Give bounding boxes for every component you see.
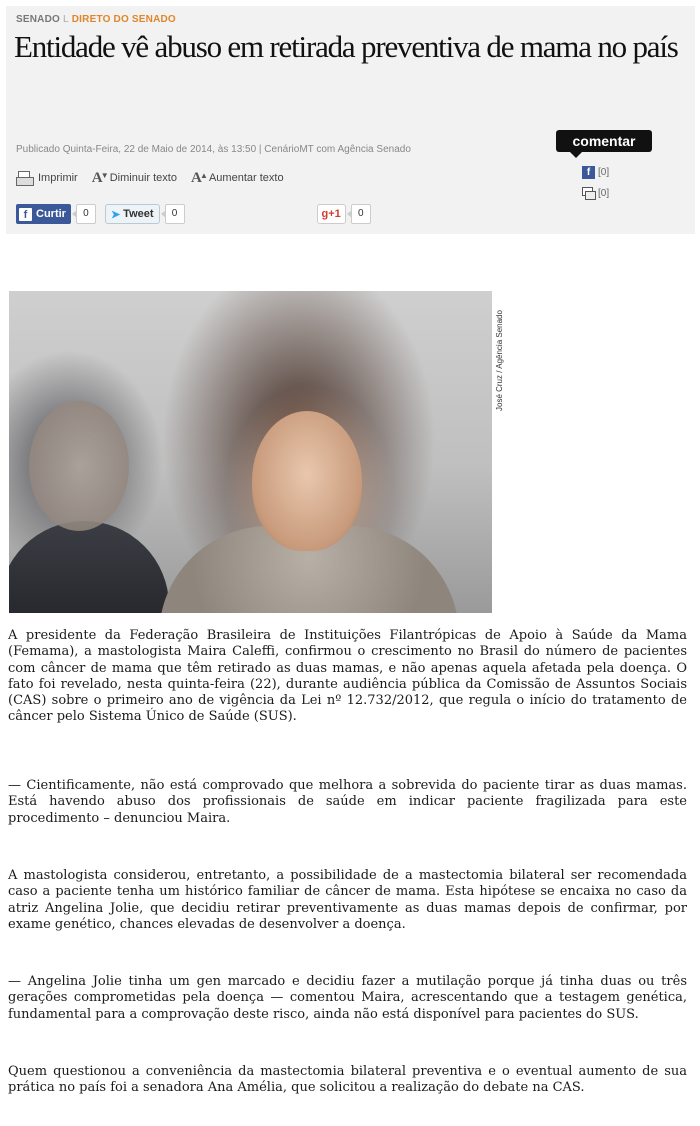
photo-background-person xyxy=(9,521,169,613)
published-info: Publicado Quinta-Feira, 22 de Maio de 2014, às 13:50 | CenárioMT com Agência Senado xyxy=(16,144,411,155)
article-paragraph: — Angelina Jolie tinha um gen marcado e decidiu fazer a mutilação porque já tinha duas ou três gerações comprometidas pela doença — comentou Maira, acrescentando que a testagem genética, fundamental para a comprovação deste risco, ainda não está disponível para pacientes do SUS. xyxy=(8,974,687,1022)
decrease-font-glyph: A xyxy=(91,170,103,186)
comments-icon xyxy=(582,187,595,199)
photo-credit-text: José Cruz / Agência Senado xyxy=(495,310,504,411)
article-paragraph: A mastologista considerou, entretanto, a possibilidade de a mastectomia bilateral ser recomendada caso a paciente tenha um histórico familiar de câncer de mama. Esta hipótese se encaixa no caso da atriz Angelina Jolie, que decidiu retirar preventivamente as duas mamas depois de confirmar, por exame genético, chances elevadas de desenvolver a doença. xyxy=(8,868,687,932)
twitter-bird-icon: ➤ xyxy=(110,208,121,221)
breadcrumb-site[interactable]: SENADO xyxy=(16,14,60,25)
decrease-text-button[interactable] xyxy=(92,170,177,186)
decrease-text-label: Diminuir texto xyxy=(109,172,177,184)
article-paragraph: — Cientificamente, não está comprovado que melhora a sobrevida do paciente tirar as duas mamas. Está havendo abuso dos profissionais de saúde em indicar paciente fragilizada para este procedimento – denunciou Maira. xyxy=(8,778,687,826)
facebook-like-label: Curtir xyxy=(36,208,66,220)
print-button[interactable] xyxy=(16,170,78,186)
print-icon xyxy=(16,170,34,186)
decrease-font-icon: A ▼ xyxy=(91,170,109,186)
facebook-icon: f xyxy=(582,166,595,179)
site-comment-count[interactable] xyxy=(582,187,609,199)
social-share-bar xyxy=(16,204,371,224)
tweet-label: Tweet xyxy=(123,208,154,220)
increase-text-button[interactable] xyxy=(191,170,284,186)
print-label: Imprimir xyxy=(38,172,78,184)
article-paragraph: A presidente da Federação Brasileira de Instituições Filantrópicas de Apoio à Saúde da Mama (Femama), a mastologista Maira Caleffi, confirmou o crescimento no Brasil do número de pacientes com câncer de mama que têm retirado as duas mamas, e não apenas aquela afetada pela doença. O fato foi revelado, nesta quinta-feira (22), durante audiência pública da Comissão de Assuntos Sociais (CAS) sobre o primeiro ano de vigência da Lei nº 12.732/2012, que regula o início do tratamento de câncer pelo Sistema Único de Saúde (SUS). xyxy=(8,628,687,725)
tweet-button[interactable] xyxy=(105,204,160,224)
facebook-like-icon: f xyxy=(19,208,32,221)
gplus-button[interactable] xyxy=(317,204,346,224)
increase-font-glyph: A xyxy=(190,170,202,186)
photo-background-face xyxy=(29,401,129,531)
breadcrumb xyxy=(16,14,176,25)
article-paragraph: Quem questionou a conveniência da mastectomia bilateral preventiva e o eventual aumento de sua prática no país foi a senadora Ana Amélia, que solicitou a realização do debate na CAS. xyxy=(8,1064,687,1096)
photo-credit xyxy=(494,291,508,411)
comment-button[interactable]: comentar xyxy=(556,130,652,152)
facebook-comment-count[interactable] xyxy=(582,166,609,179)
page-title: Entidade vê abuso em retirada preventiva de mama no país xyxy=(14,29,678,64)
facebook-comment-count-value: [0] xyxy=(598,167,610,178)
breadcrumb-section[interactable]: DIRETO DO SENADO xyxy=(71,14,176,25)
gplus-count: 0 xyxy=(351,204,371,224)
article-photo xyxy=(9,291,492,613)
tweet-count: 0 xyxy=(165,204,185,224)
article-tools xyxy=(16,170,284,186)
site-comment-count-value: [0] xyxy=(598,187,610,199)
photo-subject-face xyxy=(252,411,362,551)
increase-font-icon: A ▲ xyxy=(190,170,208,186)
facebook-like-button[interactable] xyxy=(16,204,71,224)
increase-text-label: Aumentar texto xyxy=(208,172,284,184)
breadcrumb-separator: L xyxy=(62,14,69,25)
gplus-label: g+1 xyxy=(321,208,341,220)
facebook-like-count: 0 xyxy=(76,204,96,224)
